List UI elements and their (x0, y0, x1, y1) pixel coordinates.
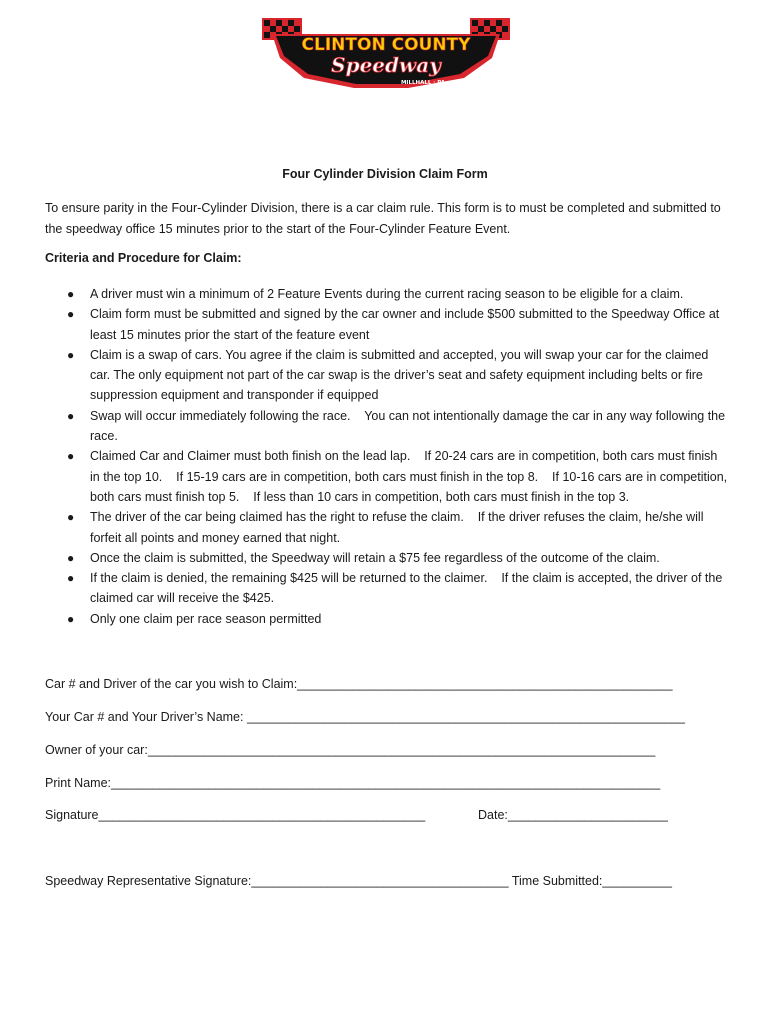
bullet-icon: ● (67, 347, 75, 362)
bullet-icon: ● (67, 307, 75, 322)
criteria-item: ● The driver of the car being claimed has the right to refuse the claim. If the driver refuses the claim, he/she will forfeit all points and money earned that night. (45, 507, 729, 548)
bullet-icon: ● (67, 287, 75, 301)
signature-field[interactable]: Signature_______________________________________________ (45, 808, 426, 822)
date-field[interactable]: Date:_______________________ (478, 808, 668, 822)
criteria-item: ● A driver must win a minimum of 2 Feature Events during the current racing season to be eligible for a claim. (45, 284, 729, 304)
criteria-item: ● Swap will occur immediately following the race. You can not intentionally damage the car in any way following the race. (45, 406, 729, 447)
logo-line1: CLINTON COUNTY (301, 35, 471, 55)
car-to-claim-field[interactable]: Car # and Driver of the car you wish to Claim:______________________________________________________ (45, 677, 673, 691)
criteria-item: ● Once the claim is submitted, the Speedway will retain a $75 fee regardless of the outcome of the claim. (45, 548, 729, 568)
criteria-item: ● Claimed Car and Claimer must both finish on the lead lap. If 20-24 cars are in competition, both cars must finish in the top 10. If 15-19 cars are in competition, both cars must finish in the top 8. If 10-16 cars are in competition, both cars must finish top 5. If less than 10 cars in competition, both cars must finish in the top 3. (45, 446, 729, 507)
criteria-heading: Criteria and Procedure for Claim: (45, 251, 242, 265)
your-car-field[interactable]: Your Car # and Your Driver’s Name: _______________________________________________________________ (45, 710, 685, 724)
intro-paragraph: To ensure parity in the Four-Cylinder Division, there is a car claim rule. This form is to must be completed and submitted to the speedway office 15 minutes prior to the start of the Four-Cylinder Feature Event. (45, 201, 721, 236)
logo-location: MILLHALL · PA (400, 80, 446, 86)
bullet-icon: ● (67, 550, 75, 565)
logo-line2: Speedway (331, 53, 441, 77)
print-name-field[interactable]: Print Name:_______________________________________________________________________________ (45, 776, 661, 790)
speedway-logo (258, 14, 514, 94)
owner-field[interactable]: Owner of your car:_________________________________________________________________________ (45, 743, 656, 757)
criteria-item: ● Claim is a swap of cars. You agree if the claim is submitted and accepted, you will swap your car for the claimed car. The only equipment not part of the car swap is the driver’s seat and safety equipment including belts or fire suppression equipment and transponder if equipped (45, 345, 729, 406)
bullet-icon: ● (67, 408, 75, 423)
criteria-item: ● Only one claim per race season permitted (45, 609, 729, 629)
criteria-item: ● If the claim is denied, the remaining $425 will be returned to the claimer. If the claim is accepted, the driver of the claimed car will receive the $425. (45, 568, 729, 609)
bullet-icon: ● (67, 449, 75, 464)
bullet-icon: ● (67, 611, 75, 626)
rep-signature-field[interactable]: Speedway Representative Signature:_____________________________________ Time Submitted:__________ (45, 874, 672, 888)
criteria-list (45, 284, 729, 629)
criteria-item: ● Claim form must be submitted and signed by the car owner and include $500 submitted to the Speedway Office at least 15 minutes prior the start of the feature event (45, 304, 729, 345)
bullet-icon: ● (67, 571, 75, 586)
form-title: Four Cylinder Division Claim Form (282, 167, 488, 181)
bullet-icon: ● (67, 510, 75, 525)
